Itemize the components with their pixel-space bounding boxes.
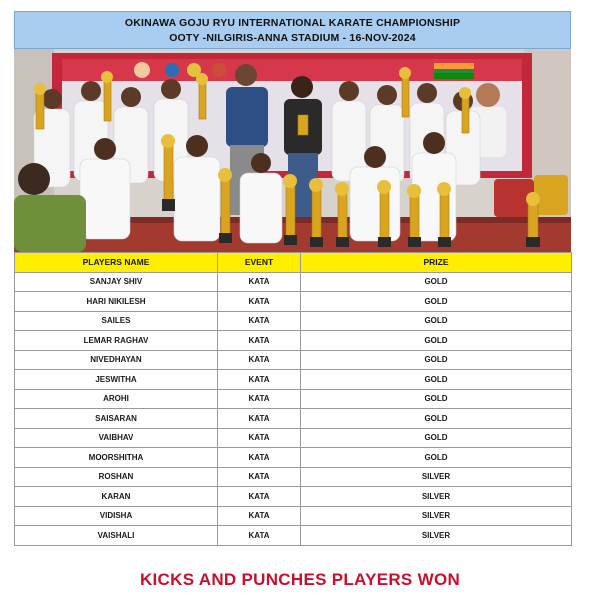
event-cell: KATA: [218, 292, 301, 312]
table-row: [15, 311, 572, 331]
player-name-cell: NIVEDHAYAN: [15, 350, 218, 370]
event-cell: KATA: [218, 409, 301, 429]
event-cell: KATA: [218, 311, 301, 331]
player-name-cell: SAILES: [15, 311, 218, 331]
player-name-cell: AROHI: [15, 389, 218, 409]
col-header-event: EVENT: [218, 253, 301, 273]
event-cell: KATA: [218, 331, 301, 351]
table-row: [15, 272, 572, 292]
player-name-cell: ROSHAN: [15, 467, 218, 487]
player-name-cell: HARI NIKILESH: [15, 292, 218, 312]
table-row: [15, 331, 572, 351]
player-name-cell: SANJAY SHIV: [15, 272, 218, 292]
event-title-banner: [14, 11, 571, 49]
event-cell: KATA: [218, 467, 301, 487]
prize-cell: GOLD: [301, 272, 572, 292]
table-row: [15, 526, 572, 546]
player-name-cell: LEMAR RAGHAV: [15, 331, 218, 351]
player-name-cell: KARAN: [15, 487, 218, 507]
table-row: [15, 487, 572, 507]
prize-cell: GOLD: [301, 389, 572, 409]
table-row: [15, 409, 572, 429]
player-name-cell: SAISARAN: [15, 409, 218, 429]
footer-caption: KICKS AND PUNCHES PLAYERS WON: [139, 570, 461, 589]
table-row: [15, 389, 572, 409]
prize-cell: GOLD: [301, 428, 572, 448]
player-name-cell: VAIBHAV: [15, 428, 218, 448]
championship-title: OKINAWA GOJU RYU INTERNATIONAL KARATE CHAMPIONSHIP: [124, 17, 461, 29]
event-cell: KATA: [218, 370, 301, 390]
table-row: [15, 467, 572, 487]
event-cell: KATA: [218, 506, 301, 526]
table-row: [15, 448, 572, 468]
prize-cell: SILVER: [301, 467, 572, 487]
event-cell: KATA: [218, 389, 301, 409]
table-row: [15, 428, 572, 448]
player-name-cell: VIDISHA: [15, 506, 218, 526]
prize-cell: SILVER: [301, 487, 572, 507]
event-cell: KATA: [218, 272, 301, 292]
player-name-cell: JESWITHA: [15, 370, 218, 390]
venue-date-line: OOTY -NILGIRIS-ANNA STADIUM - 16-NOV-2024: [169, 32, 416, 44]
prize-cell: SILVER: [301, 526, 572, 546]
event-cell: KATA: [218, 487, 301, 507]
table-row: [15, 370, 572, 390]
table-header-row: [15, 253, 572, 273]
prize-cell: GOLD: [301, 409, 572, 429]
player-name-cell: VAISHALI: [15, 526, 218, 546]
player-name-cell: MOORSHITHA: [15, 448, 218, 468]
results-table: [14, 252, 572, 546]
col-header-prize: PRIZE: [301, 253, 572, 273]
prize-cell: GOLD: [301, 350, 572, 370]
event-cell: KATA: [218, 448, 301, 468]
prize-cell: GOLD: [301, 292, 572, 312]
prize-cell: GOLD: [301, 331, 572, 351]
table-row: [15, 350, 572, 370]
event-cell: KATA: [218, 428, 301, 448]
table-row: [15, 506, 572, 526]
prize-cell: GOLD: [301, 448, 572, 468]
prize-cell: GOLD: [301, 311, 572, 331]
col-header-players-name: PLAYERS NAME: [15, 253, 218, 273]
event-cell: KATA: [218, 526, 301, 546]
group-photo: [14, 49, 571, 252]
table-row: [15, 292, 572, 312]
prize-cell: SILVER: [301, 506, 572, 526]
prize-cell: GOLD: [301, 370, 572, 390]
event-cell: KATA: [218, 350, 301, 370]
